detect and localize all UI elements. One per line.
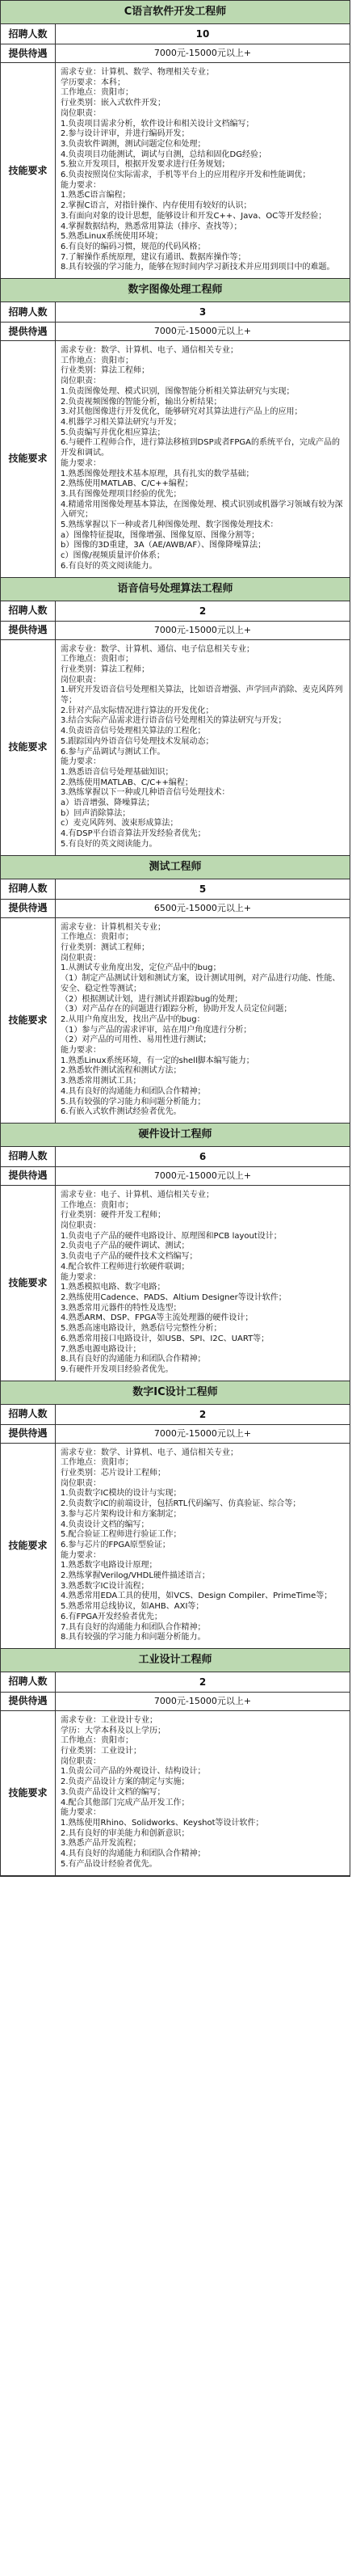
headcount-value: 5 xyxy=(199,883,207,895)
requirement-line: 行业类别：算法工程师； xyxy=(61,366,149,376)
requirement-line: 5.熟悉常用总线协议，如AHB、AXI等； xyxy=(61,1602,204,1612)
requirement-line: 岗位职责： xyxy=(61,108,101,118)
requirement-line: 需求专业：数学、计算机、通信、电子信息相关专业； xyxy=(61,644,254,654)
job-title: C语言软件开发工程师 xyxy=(1,1,350,24)
skills-row xyxy=(1,341,350,576)
salary-label: 提供待遇 xyxy=(1,323,56,340)
requirement-line: 3.熟悉数字IC设计流程； xyxy=(61,1581,149,1591)
requirement-line: 学历：大学本科及以上学历； xyxy=(61,1726,166,1735)
requirement-line: 5.有产品设计经验者优先。 xyxy=(61,1859,157,1869)
skills-content xyxy=(56,1711,350,1875)
skills-row xyxy=(1,1711,350,1875)
requirement-line: 6.与硬件工程师合作，进行算法移植到DSP或者FPGA的系统平台，完成产品的开发和调试。 xyxy=(61,438,340,458)
requirement-line: 8.具有较强的学习能力，能够在短时间内学习新技术并应用到项目中的难题。 xyxy=(61,263,335,272)
requirement-line: 3.负责软件调测，测试问题定位和处理； xyxy=(61,139,206,149)
headcount-label: 招聘人数 xyxy=(1,601,56,621)
skills-row xyxy=(1,1444,350,1648)
requirement-line: 工作地点：贵阳市； xyxy=(61,933,133,942)
salary-row xyxy=(1,1425,350,1444)
salary-value: 7000元-15000元以上+ xyxy=(153,624,252,635)
job-section xyxy=(1,279,350,577)
salary-label: 提供待遇 xyxy=(1,622,56,639)
requirement-line: （3）对产品存在的问题进行跟踪分析，协助开发人员定位问题； xyxy=(61,1005,292,1014)
requirement-line: 4.具有良好的沟通能力和团队合作精神； xyxy=(61,1849,206,1859)
requirement-line: 4.机器学习相关算法研究与开发； xyxy=(61,417,182,427)
requirement-line: 2.负责产品设计方案的制定与实施； xyxy=(61,1777,190,1787)
requirement-line: 6.有FPGA开发经验者优先； xyxy=(61,1612,162,1621)
headcount-row xyxy=(1,24,350,44)
requirement-line: 4.具有良好的沟通能力和团队合作精神； xyxy=(61,1086,206,1096)
skills-content xyxy=(56,341,350,576)
headcount-row xyxy=(1,879,350,900)
headcount-value: 3 xyxy=(199,306,207,318)
job-section xyxy=(1,1381,350,1649)
requirement-line: 1.负责电子产品的硬件电路设计、原理图和PCB layout设计； xyxy=(61,1231,282,1241)
requirement-line: 5.熟练掌握以下一种或者几种图像处理、数字图像处理技术： xyxy=(61,521,279,530)
requirement-line: 1.负责图像处理、模式识别，图像智能分析相关算法研究与实现； xyxy=(61,386,295,396)
requirement-line: 5.跟踪国内外语音信号处理技术发展动态； xyxy=(61,736,214,746)
requirement-line: （2）对产品的可用性、易用性进行测试； xyxy=(61,1035,212,1045)
requirement-line: 需求专业：数学、计算机、电子、通信相关专业； xyxy=(61,346,238,356)
requirement-line: 需求专业：计算机相关专业； xyxy=(61,922,166,932)
headcount-label: 招聘人数 xyxy=(1,24,56,44)
requirement-line: 2.熟悉软件测试流程和测试方法； xyxy=(61,1066,182,1076)
salary-label: 提供待遇 xyxy=(1,1167,56,1185)
headcount-label: 招聘人数 xyxy=(1,1672,56,1692)
requirement-line: 5.具有较强的学习能力和问题分析能力； xyxy=(61,1097,206,1107)
requirement-line: 需求专业：计算机、数学、物理相关专业； xyxy=(61,68,214,77)
requirement-line: 能力要求： xyxy=(61,1808,101,1818)
salary-row xyxy=(1,323,350,341)
skills-label: 技能要求 xyxy=(1,63,56,278)
requirement-line: b）回声消除算法； xyxy=(61,808,131,818)
requirement-line: a）语音增强、降噪算法； xyxy=(61,799,155,808)
headcount-label: 招聘人数 xyxy=(1,1147,56,1166)
requirement-line: 3.熟练掌握以下一种或几种语音信号处理技术： xyxy=(61,788,230,798)
requirement-line: 工作地点：贵阳市； xyxy=(61,88,133,98)
requirement-line: 8.具有良好的沟通能力和团队合作精神； xyxy=(61,1355,206,1364)
skills-label: 技能要求 xyxy=(1,1711,56,1875)
requirement-line: 需求专业：电子、计算机、通信相关专业； xyxy=(61,1190,214,1199)
requirement-line: 需求专业：数学、计算机、电子、通信相关专业； xyxy=(61,1448,238,1457)
salary-value: 7000元-15000元以上+ xyxy=(153,1427,252,1439)
headcount-row xyxy=(1,302,350,323)
salary-value: 7000元-15000元以上+ xyxy=(153,1170,252,1181)
requirement-line: 2.熟练掌握Verilog/VHDL硬件描述语言； xyxy=(61,1571,210,1581)
job-section xyxy=(1,1124,350,1381)
requirement-line: 4.熟悉常用EDA工具的使用，如VCS、Design Compiler、PrimeTime等； xyxy=(61,1592,333,1601)
headcount-row xyxy=(1,601,350,622)
job-title: 数字图像处理工程师 xyxy=(1,279,350,302)
requirement-line: 3.负责电子产品的硬件技术文档编写； xyxy=(61,1252,198,1262)
requirement-line: c）麦克风阵列、波束形成算法； xyxy=(61,819,178,828)
requirement-line: 2.负责视频图像的智能分析，输出分析结果； xyxy=(61,397,222,407)
requirement-line: 6.有良好的英文阅读能力。 xyxy=(61,561,157,571)
requirement-line: 2.参与设计评审，并进行编码开发； xyxy=(61,129,190,139)
requirement-line: 能力要求： xyxy=(61,1550,101,1560)
requirement-line: 行业类别：测试工程师； xyxy=(61,943,149,952)
headcount-label: 招聘人数 xyxy=(1,879,56,899)
requirement-line: 4.精通常用图像处理基本算法，在图像处理、模式识别或机器学习领域有较为深入研究； xyxy=(61,500,343,520)
requirement-line: 5.负责编写并优化相应算法； xyxy=(61,428,166,437)
requirement-line: b）图像的3D重建，3A（AE/AWB/AF）、图像降噪算法； xyxy=(61,541,266,550)
requirement-line: 3.熟悉产品开发流程； xyxy=(61,1839,141,1849)
requirement-line: 工作地点：贵阳市； xyxy=(61,655,133,664)
requirement-line: 行业类别：芯片设计工程师； xyxy=(61,1469,166,1478)
requirement-line: 4.负责项目功能测试，调试与自测，总结和固化DG经验； xyxy=(61,150,266,159)
salary-row xyxy=(1,1693,350,1711)
requirement-line: a）图像特征提取，图像增强、图像复原、图像分割等； xyxy=(61,530,260,540)
skills-content xyxy=(56,918,350,1123)
salary-value: 7000元-15000元以上+ xyxy=(153,1695,252,1706)
requirement-line: 4.熟悉ARM、DSP、FPGA等主流处理器的硬件设计； xyxy=(61,1313,254,1323)
headcount-label: 招聘人数 xyxy=(1,302,56,322)
requirement-line: 6.负责按照岗位实际需求，手机等平台上的应用程序开发和性能调优； xyxy=(61,171,311,180)
requirement-line: 1.熟悉图像处理技术基本原理，具有扎实的数学基础； xyxy=(61,469,254,479)
requirement-line: 3.有面向对象的设计思想，能够设计和开发C++、Java、OC等开发经验； xyxy=(61,211,327,221)
requirement-line: 3.熟悉常用测试工具； xyxy=(61,1077,141,1086)
job-section xyxy=(1,856,350,1124)
skills-label: 技能要求 xyxy=(1,918,56,1123)
requirement-line: 岗位职责： xyxy=(61,675,101,685)
requirement-line: 4.有DSP平台语音算法开发经验者优先； xyxy=(61,829,206,839)
requirement-line: 3.对其他图像进行开发优化，能够研究对其算法进行产品上的应用； xyxy=(61,407,303,417)
requirement-line: 1.熟悉Linux系统环境，有一定的shell脚本编写能力； xyxy=(61,1056,254,1065)
requirement-line: 岗位职责： xyxy=(61,1221,101,1231)
requirement-line: 工作地点：贵阳市； xyxy=(61,1736,133,1746)
skills-content xyxy=(56,63,350,278)
requirement-line: 能力要求： xyxy=(61,757,101,767)
requirement-line: 岗位职责： xyxy=(61,1756,101,1766)
skills-label: 技能要求 xyxy=(1,640,56,855)
requirement-line: 2.熟练使用MATLAB、C/C++编程； xyxy=(61,479,193,489)
requirement-line: 1.熟悉语音信号处理基础知识； xyxy=(61,767,174,777)
requirement-line: 行业类别：工业设计； xyxy=(61,1747,141,1756)
salary-label: 提供待遇 xyxy=(1,1693,56,1710)
salary-row xyxy=(1,900,350,918)
requirement-line: 2.熟练使用MATLAB、C/C++编程； xyxy=(61,778,193,787)
requirement-line: 2.熟练使用Cadence、PADS、Altium Designer等设计软件； xyxy=(61,1292,287,1302)
requirement-line: 1.负责数字IC模块的设计与实现； xyxy=(61,1489,182,1499)
skills-content xyxy=(56,1186,350,1381)
requirement-line: 2.从用户角度出发，找出产品中的bug： xyxy=(61,1014,205,1024)
requirement-line: 1.研究开发语音信号处理相关算法，比如语音增强、声学回声消除、麦克风阵列等； xyxy=(61,685,343,706)
requirement-line: 5.有良好的英文阅读能力。 xyxy=(61,839,157,849)
requirement-line: 1.熟悉C语言编程； xyxy=(61,191,131,200)
job-section xyxy=(1,1,350,279)
salary-label: 提供待遇 xyxy=(1,900,56,917)
skills-row xyxy=(1,63,350,278)
requirement-line: 岗位职责： xyxy=(61,953,101,963)
headcount-value: 2 xyxy=(199,1676,207,1688)
skills-label: 技能要求 xyxy=(1,1186,56,1381)
requirement-line: 5.独立开发项目，根据开发要求进行任务规划； xyxy=(61,160,230,170)
requirement-line: 7.了解操作系统原理，建议有通讯、数据库操作等； xyxy=(61,252,246,262)
requirement-line: c）图像/视频质量评价体系； xyxy=(61,551,165,561)
requirement-line: 工作地点：贵阳市； xyxy=(61,1458,133,1468)
requirement-line: 1.负责项目需求分析，软件设计和相关设计文档编写； xyxy=(61,119,254,129)
requirement-line: （2）根据测试计划，进行测试并跟踪bug的处理； xyxy=(61,994,243,1004)
requirement-line: （1）参与产品的需求评审，站在用户角度进行分析； xyxy=(61,1025,252,1035)
skills-label: 技能要求 xyxy=(1,341,56,576)
requirement-line: 岗位职责： xyxy=(61,1478,101,1488)
job-title: 测试工程师 xyxy=(1,856,350,879)
requirement-line: 1.熟悉数字电路设计原理； xyxy=(61,1561,157,1570)
requirement-line: 4.负责设计文档的编写； xyxy=(61,1520,149,1529)
requirement-line: 4.掌握数据结构，熟悉常用算法（排序、查找等）； xyxy=(61,221,242,231)
job-title: 语音信号处理算法工程师 xyxy=(1,578,350,601)
requirement-line: 4.配合其他部门完成产品开发工作； xyxy=(61,1798,190,1807)
headcount-value: 10 xyxy=(195,28,210,40)
salary-value: 7000元-15000元以上+ xyxy=(153,48,252,58)
job-title: 硬件设计工程师 xyxy=(1,1124,350,1147)
requirement-line: 2.针对产品实际情况进行算法的开发优化； xyxy=(61,706,214,715)
requirement-line: 行业类别：硬件开发工程师； xyxy=(61,1211,166,1221)
salary-row xyxy=(1,622,350,640)
requirement-line: 9.有硬件开发项目经验者优先。 xyxy=(61,1364,174,1374)
requirement-line: 6.熟悉常用接口电路设计，如USB、SPI、I2C、UART等； xyxy=(61,1334,270,1343)
headcount-value: 2 xyxy=(199,1408,207,1420)
requirement-line: 行业类别：嵌入式软件开发； xyxy=(61,99,166,108)
headcount-row xyxy=(1,1405,350,1425)
job-section xyxy=(1,1649,350,1876)
salary-row xyxy=(1,44,350,63)
requirement-line: （1）制定产品测试计划和测试方案，设计测试用例，对产品进行功能、性能、安全、稳定性等测试； xyxy=(61,974,341,993)
salary-value: 7000元-15000元以上+ xyxy=(153,326,252,337)
requirement-line: 6.参与芯片的FPGA原型验证； xyxy=(61,1540,170,1549)
requirement-line: 7.具有良好的沟通能力和团队合作精神； xyxy=(61,1622,206,1632)
requirement-line: 1.熟悉模拟电路、数字电路； xyxy=(61,1283,166,1292)
requirement-line: 4.负责语音信号处理相关算法的工程化； xyxy=(61,727,206,736)
salary-value: 6500元-15000元以上+ xyxy=(153,902,252,913)
requirement-line: 2.掌握C语言，对指针操作、内存使用有较好的认识； xyxy=(61,201,252,211)
requirement-line: 8.具有较强的学习能力和问题分析能力。 xyxy=(61,1633,206,1642)
skills-row xyxy=(1,640,350,855)
requirement-line: 6.参与产品调试与测试工作。 xyxy=(61,747,166,757)
requirement-line: 5.熟悉Linux系统使用环境； xyxy=(61,232,163,242)
job-section xyxy=(1,578,350,856)
headcount-row xyxy=(1,1672,350,1693)
headcount-row xyxy=(1,1147,350,1167)
requirement-line: 3.熟悉常用元器件的特性及选型； xyxy=(61,1303,182,1313)
requirement-line: 岗位职责： xyxy=(61,377,101,386)
requirement-line: 3.参与芯片架构设计和方案制定； xyxy=(61,1509,182,1519)
job-title: 数字IC设计工程师 xyxy=(1,1381,350,1405)
requirement-line: 3.具有图像处理项目经验的优先； xyxy=(61,489,182,499)
requirement-line: 工作地点：贵阳市； xyxy=(61,356,133,365)
requirement-line: 5.熟悉高速电路设计，熟悉信号完整性分析； xyxy=(61,1324,222,1334)
salary-label: 提供待遇 xyxy=(1,1425,56,1443)
requirement-line: 6.有良好的编码习惯，规范的代码风格； xyxy=(61,242,206,251)
requirement-line: 行业类别：算法工程师； xyxy=(61,664,149,674)
requirement-line: 6.有嵌入式软件测试经验者优先。 xyxy=(61,1107,182,1117)
skills-row xyxy=(1,918,350,1123)
requirement-line: 2.具有良好的审美能力和创新意识； xyxy=(61,1828,190,1838)
requirement-line: 4.配合软件工程师进行软硬件联调； xyxy=(61,1262,190,1271)
requirement-line: 7.熟悉电源电路设计； xyxy=(61,1344,141,1354)
salary-row xyxy=(1,1167,350,1186)
requirement-line: 3.负责产品设计文档的编写； xyxy=(61,1787,166,1797)
job-title: 工业设计工程师 xyxy=(1,1649,350,1672)
requirement-line: 能力要求： xyxy=(61,458,101,468)
headcount-label: 招聘人数 xyxy=(1,1405,56,1424)
requirement-line: 需求专业：工业设计专业； xyxy=(61,1715,157,1725)
skills-content xyxy=(56,640,350,855)
headcount-value: 2 xyxy=(199,605,207,617)
requirement-line: 工作地点：贵阳市； xyxy=(61,1200,133,1210)
headcount-value: 6 xyxy=(199,1150,207,1162)
requirement-line: 1.从测试专业角度出发，定位产品中的bug； xyxy=(61,963,221,973)
requirement-line: 1.熟练使用Rhino、Solidworks、Keyshot等设计软件； xyxy=(61,1819,264,1828)
skills-label: 技能要求 xyxy=(1,1444,56,1648)
salary-label: 提供待遇 xyxy=(1,44,56,62)
requirement-line: 3.结合实际产品需求进行语音信号处理相关的算法研究与开发； xyxy=(61,716,287,726)
requirement-line: 能力要求： xyxy=(61,1046,101,1056)
requirement-line: 5.配合验证工程师进行验证工作； xyxy=(61,1530,182,1540)
requirement-line: 能力要求： xyxy=(61,1272,101,1282)
skills-row xyxy=(1,1186,350,1381)
requirement-line: 2.负责电子产品的硬件调试、测试； xyxy=(61,1242,190,1251)
requirement-line: 1.负责公司产品的外观设计、结构设计； xyxy=(61,1767,206,1777)
skills-content xyxy=(56,1444,350,1648)
requirement-line: 2.负责数字IC的前端设计，包括RTL代码编写、仿真验证、综合等； xyxy=(61,1499,301,1509)
requirement-line: 学历要求：本科； xyxy=(61,78,125,87)
requirement-line: 能力要求： xyxy=(61,180,101,190)
